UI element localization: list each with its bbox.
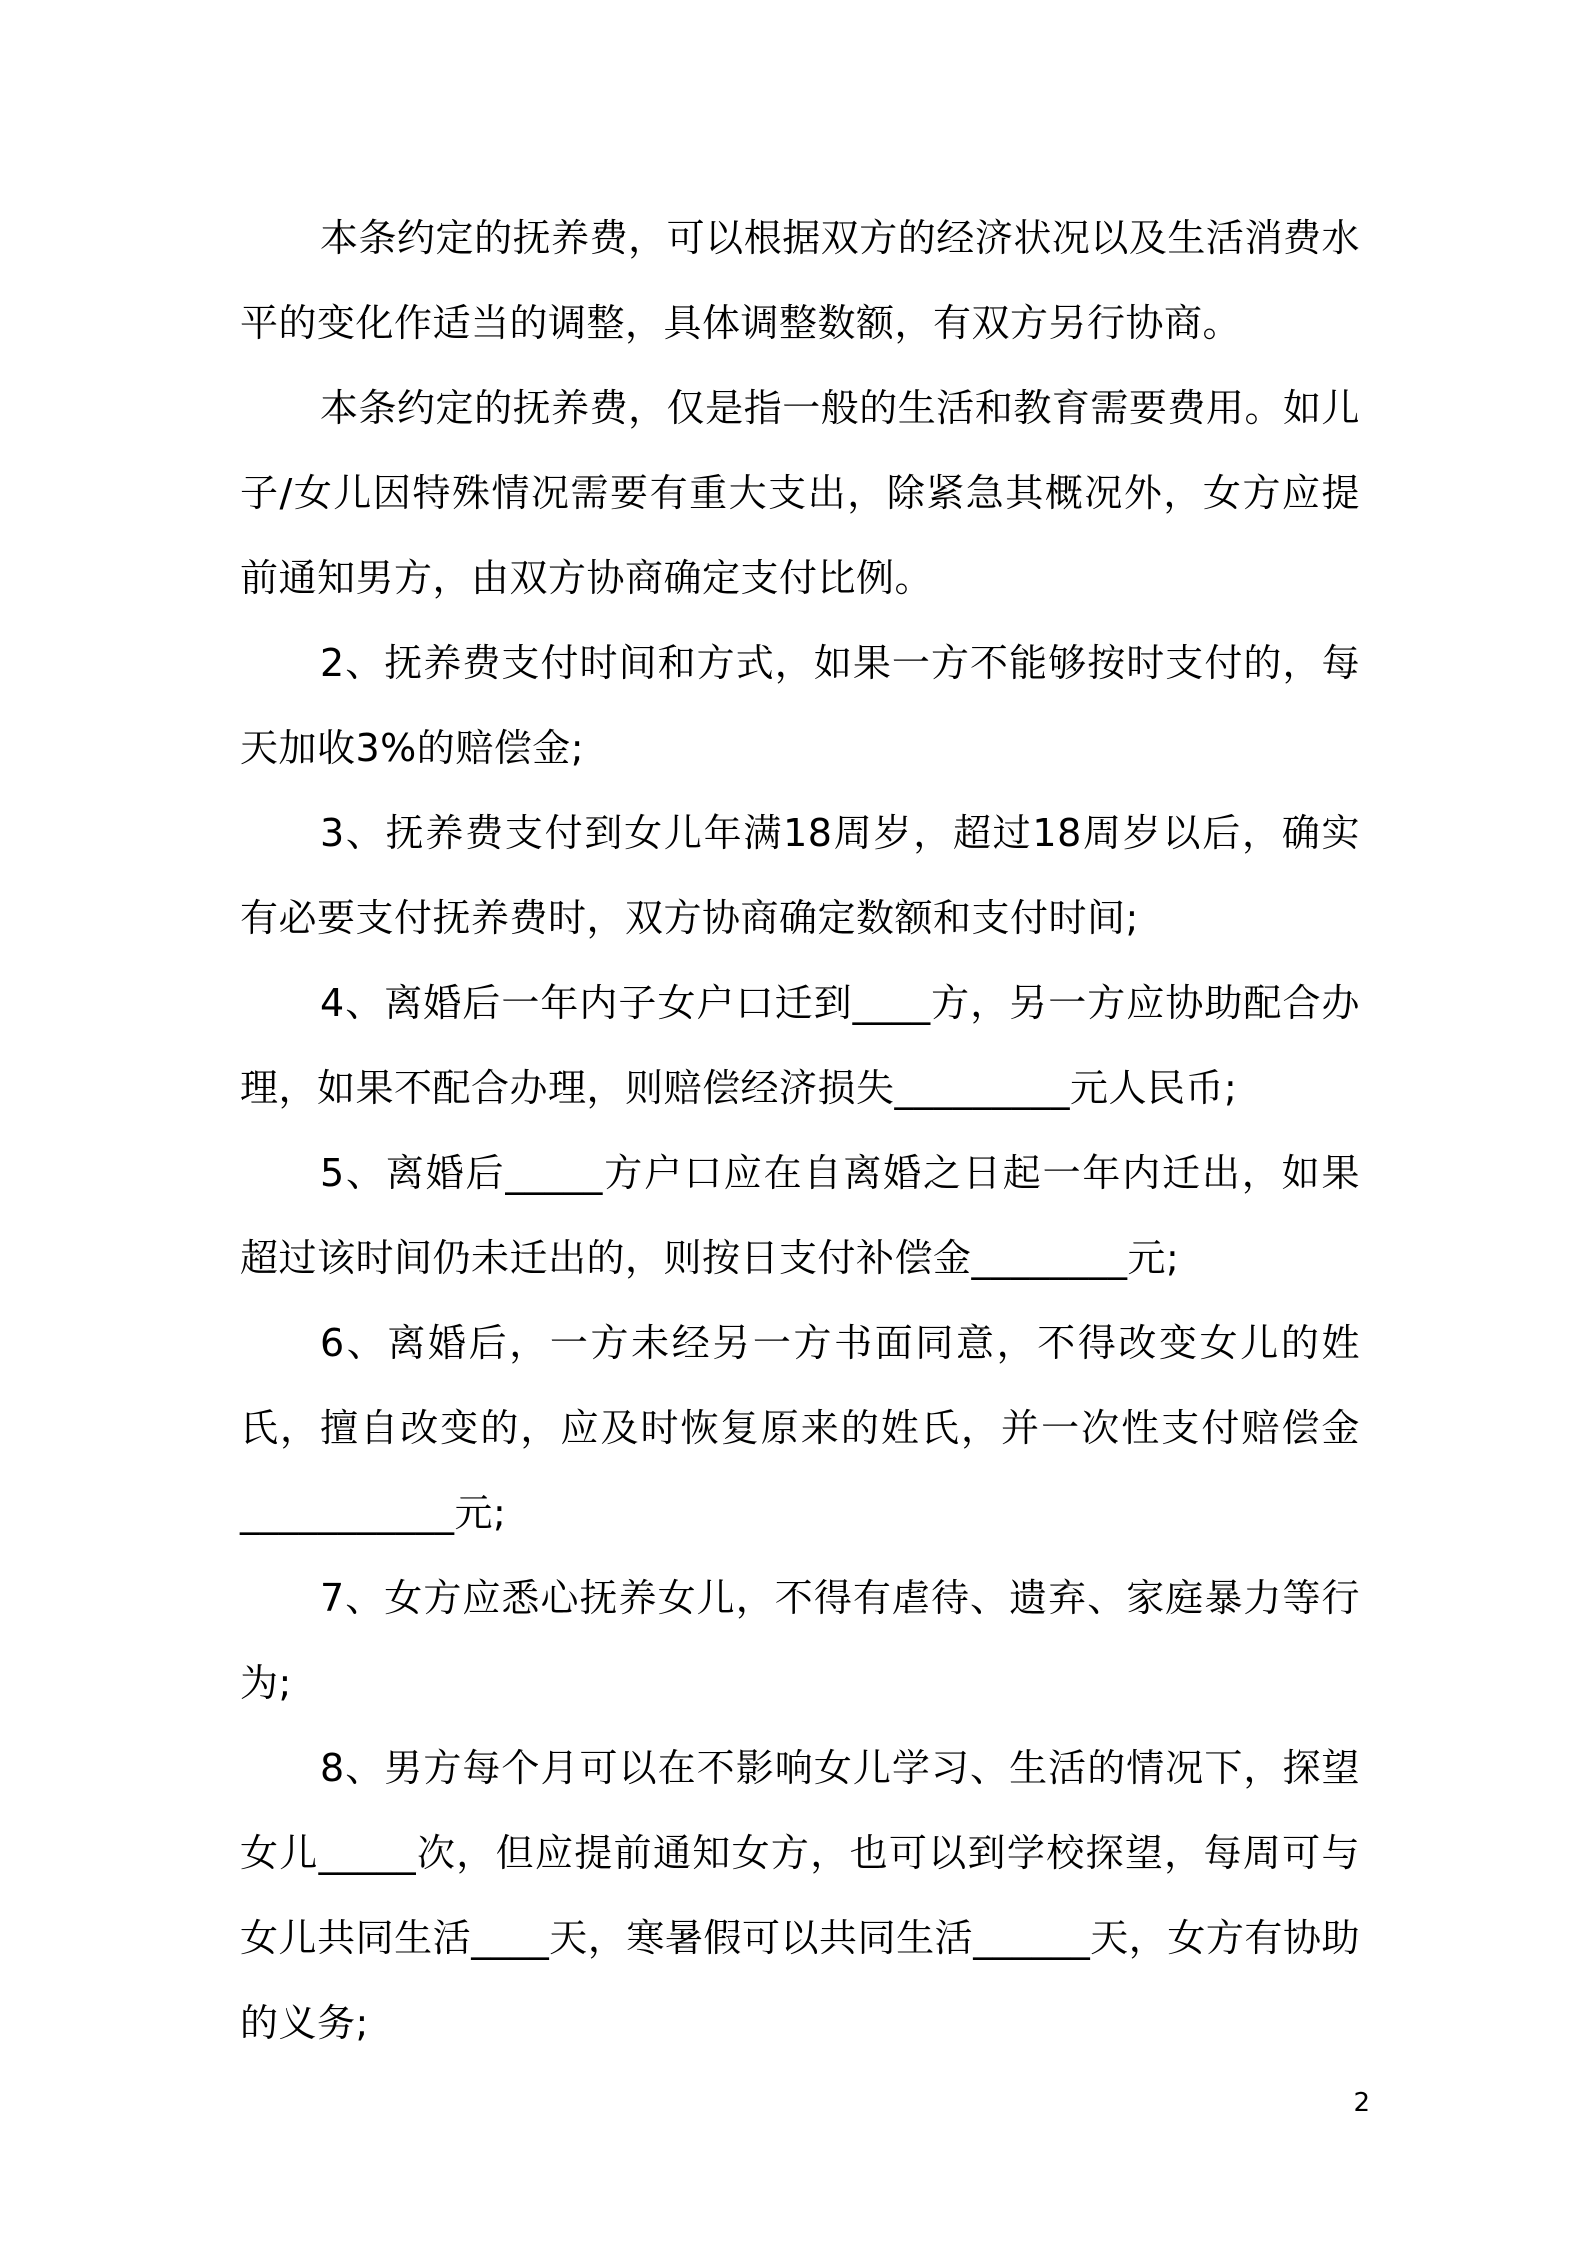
page-number: 2: [1353, 2088, 1370, 2118]
paragraph-adjustment: 本条约定的抚养费，可以根据双方的经济状况以及生活消费水平的变化作适当的调整，具体调整数额，有双方另行协商。: [240, 216, 1360, 345]
paragraph-clause-7: 7、女方应悉心抚养女儿，不得有虐待、遗弃、家庭暴力等行为;: [240, 1576, 1360, 1705]
paragraph-expense-scope: 本条约定的抚养费，仅是指一般的生活和教育需要费用。如儿子/女儿因特殊情况需要有重大支出，除紧急其概况外，女方应提前通知男方，由双方协商确定支付比例。: [240, 386, 1360, 600]
document-body: [240, 196, 1360, 2066]
paragraph-clause-3: 3、抚养费支付到女儿年满18周岁，超过18周岁以后，确实有必要支付抚养费时，双方协商确定数额和支付时间;: [240, 811, 1360, 940]
paragraph-clause-8: 8、男方每个月可以在不影响女儿学习、生活的情况下，探望女儿_____次，但应提前通知女方，也可以到学校探望，每周可与女儿共同生活____天，寒暑假可以共同生活______天，女方有协助的义务;: [240, 1746, 1360, 2045]
paragraph-clause-4: 4、离婚后一年内子女户口迁到____方，另一方应协助配合办理，如果不配合办理，则赔偿经济损失_________元人民币;: [240, 981, 1360, 1110]
paragraph-clause-6: 6、离婚后，一方未经另一方书面同意，不得改变女儿的姓氏，擅自改变的，应及时恢复原来的姓氏，并一次性支付赔偿金___________元;: [240, 1321, 1360, 1535]
paragraph-clause-2: 2、抚养费支付时间和方式，如果一方不能够按时支付的，每天加收3%的赔偿金;: [240, 641, 1360, 770]
paragraph-clause-5: 5、离婚后_____方户口应在自离婚之日起一年内迁出，如果超过该时间仍未迁出的，则按日支付补偿金________元;: [240, 1151, 1360, 1280]
